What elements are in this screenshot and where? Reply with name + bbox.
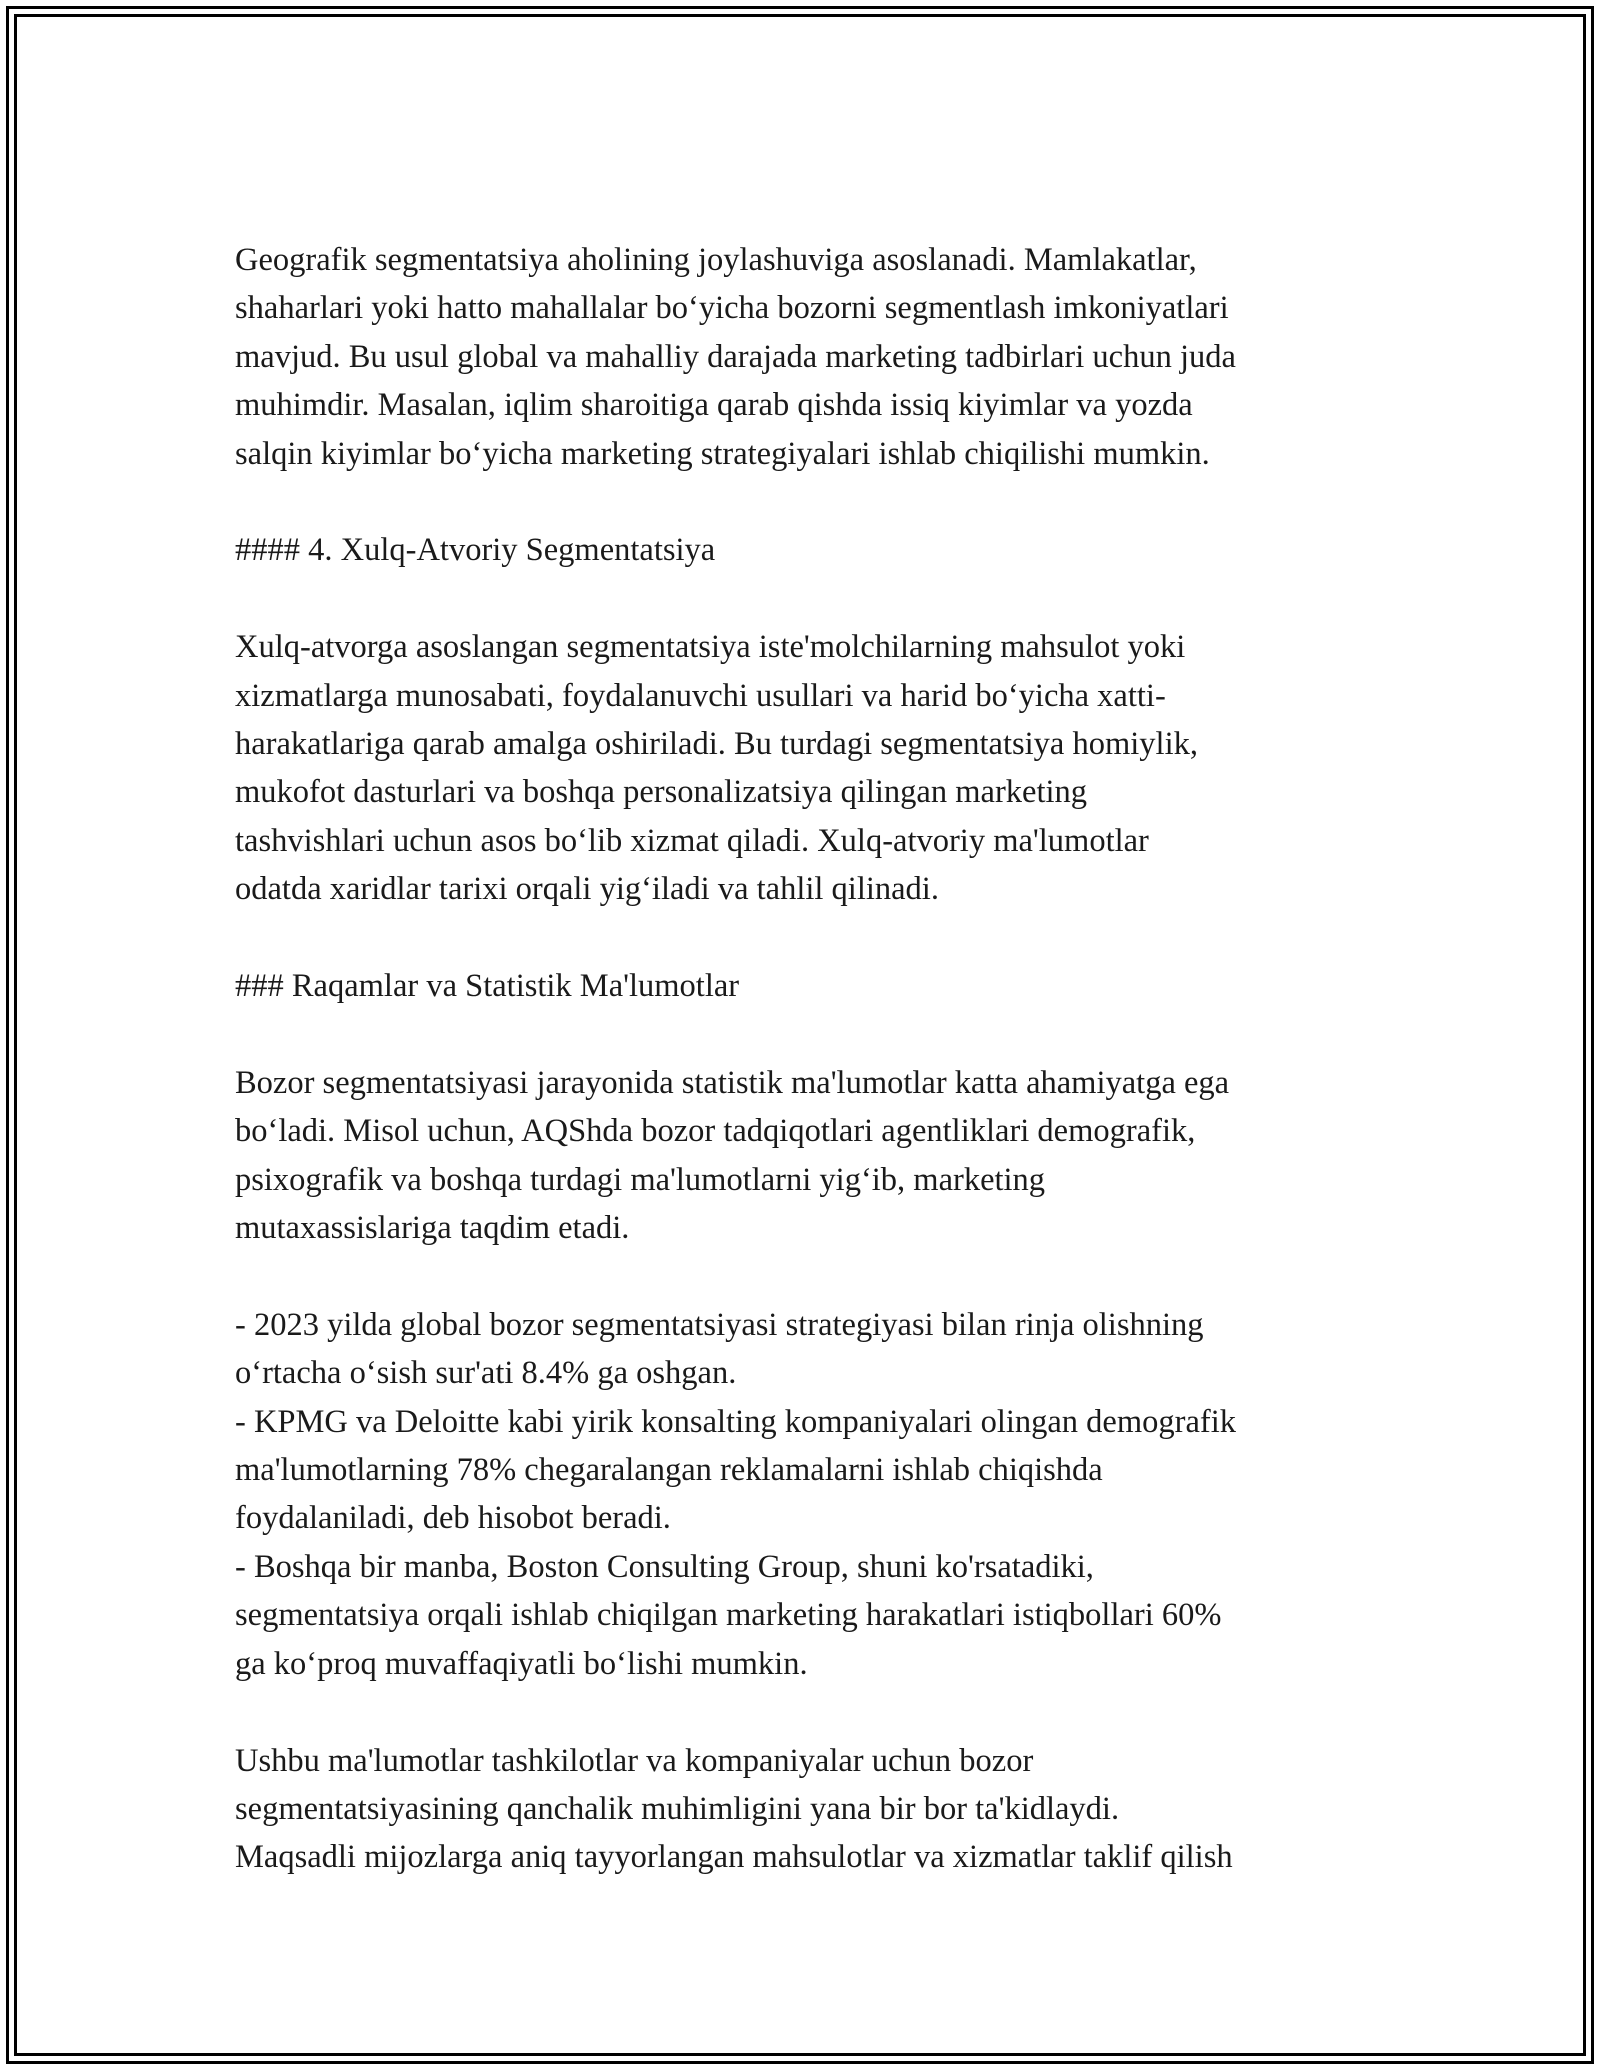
heading-statistics: ### Raqamlar va Statistik Ma'lumotlar xyxy=(235,968,740,1005)
paragraph-statistics-intro: Bozor segmentatsiyasi jarayonida statistik ma'lumotlar katta ahamiyatga ega bo‘ladi. Misol uchun, AQShda bozor tadqiqotlari agentliklari demografik, psixografik va boshqa turdagi ma'lumotlarni yig‘ib, marketing mutaxassislariga taqdim etadi. xyxy=(235,1064,1230,1247)
paragraph-behavioral-segmentation: Xulq-atvorga asoslangan segmentatsiya iste'molchilarning mahsulot yoki xizmatlarga munosabati, foydalanuvchi usullari va harid bo‘yicha xatti- harakatlariga qarab amalga oshiriladi. Bu turdagi segmentatsiya homiylik, mukofot dasturlari va boshqa personalizatsiya qilingan marketing tashvishlari uchun asos bo‘lib xizmat qiladi. Xulq-atvoriy ma'lumotlar odatda xaridlar tarixi orqali yig‘iladi va tahlil qilinadi. xyxy=(235,629,1198,908)
statistics-bullet-list: - 2023 yilda global bozor segmentatsiyasi strategiyasi bilan rinja olishning o‘rtacha o‘sish sur'ati 8.4% ga oshgan. - KPMG va Deloitte kabi yirik konsalting kompaniyalari olingan demografik ma'lumotlarning 78% chegaralangan reklamalarni ishlab chiqishda foydalaniladi, deb hisobot beradi. - Boshqa bir manba, Boston Consulting Group, shuni ko'rsatadiki, segmentatsiya orqali ishlab chiqilgan marketing harakatlari istiqbollari 60% ga ko‘proq muvaffaqiyatli bo‘lishi mumkin. xyxy=(235,1306,1236,1682)
paragraph-geographic-segmentation: Geografik segmentatsiya aholining joylashuviga asoslanadi. Mamlakatlar, shaharlari yoki hatto mahallalar bo‘yicha bozorni segmentlash imkoniyatlari mavjud. Bu usul global va mahalliy darajada marketing tadbirlari uchun juda muhimdir. Masalan, iqlim sharoitiga qarab qishda issiq kiyimlar va yozda salqin kiyimlar bo‘yicha marketing strategiyalari ishlab chiqilishi mumkin. xyxy=(235,242,1236,472)
heading-behavioral-segmentation: #### 4. Xulq-Atvoriy Segmentatsiya xyxy=(235,532,716,569)
paragraph-conclusion: Ushbu ma'lumotlar tashkilotlar va kompaniyalar uchun bozor segmentatsiyasining qanchalik muhimligini yana bir bor ta'kidlaydi. Maqsadli mijozlarga aniq tayyorlangan mahsulotlar va xizmatlar taklif qilish xyxy=(235,1742,1233,1876)
document-body xyxy=(235,236,1375,1882)
